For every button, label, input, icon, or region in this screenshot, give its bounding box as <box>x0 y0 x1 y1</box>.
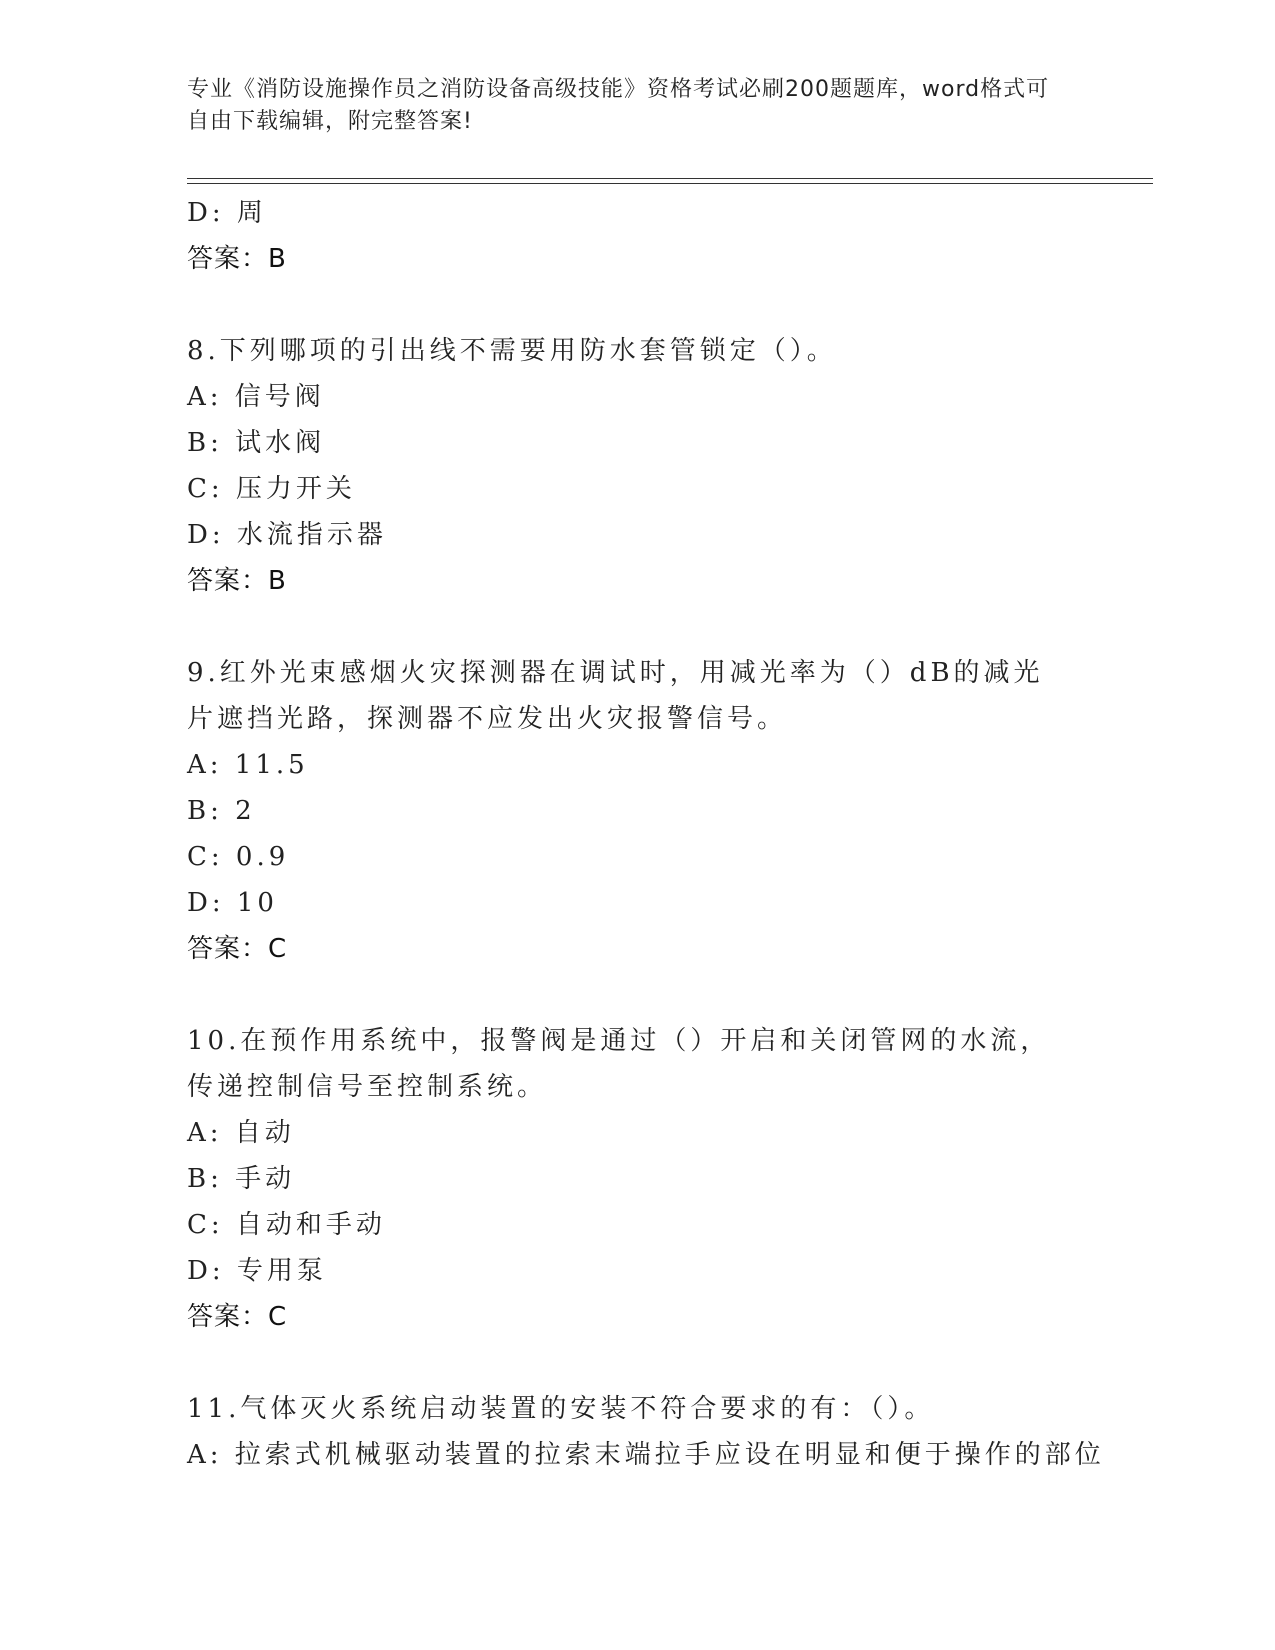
question-11 <box>187 1386 1105 1478</box>
answer: 答案：B <box>187 566 287 596</box>
spacer <box>187 282 1067 328</box>
question-9 <box>187 650 1067 972</box>
option-d: D: 专用泵 <box>187 1256 327 1286</box>
spacer <box>187 972 1067 1018</box>
header-rule <box>187 178 1153 184</box>
option-b: B: 2 <box>187 796 256 826</box>
option-a: A: 拉索式机械驱动装置的拉索末端拉手应设在明显和便于操作的部位 <box>187 1440 1105 1470</box>
prev-answer: 答案：B <box>187 244 287 274</box>
option-b: B: 试水阀 <box>187 428 326 458</box>
document-body <box>187 190 1105 1478</box>
prev-option-d: D: 周 <box>187 198 267 228</box>
page-header: 专业《消防设施操作员之消防设备高级技能》资格考试必刷200题题库，word格式可自由下载编辑，附完整答案! <box>187 77 1050 134</box>
question-stem: 10.在预作用系统中，报警阀是通过（）开启和关闭管网的水流，传递控制信号至控制系统。 <box>187 1026 1051 1102</box>
option-a: A: 自动 <box>187 1118 295 1148</box>
question-stem: 8.下列哪项的引出线不需要用防水套管锁定（）。 <box>187 336 837 366</box>
answer: 答案：C <box>187 1302 288 1332</box>
option-d: D: 10 <box>187 888 278 918</box>
option-a: A: 信号阀 <box>187 382 325 412</box>
option-c: C: 自动和手动 <box>187 1210 386 1240</box>
option-d: D: 水流指示器 <box>187 520 387 550</box>
question-8 <box>187 328 1067 604</box>
question-10 <box>187 1018 1067 1340</box>
option-c: C: 压力开关 <box>187 474 356 504</box>
question-stem: 9.红外光束感烟火灾探测器在调试时，用减光率为（）dB的减光片遮挡光路，探测器不应发出火灾报警信号。 <box>187 658 1044 734</box>
option-c: C: 0.9 <box>187 842 290 872</box>
question-stem: 11.气体灭火系统启动装置的安装不符合要求的有：（）。 <box>187 1394 935 1424</box>
option-b: B: 手动 <box>187 1164 296 1194</box>
option-a: A: 11.5 <box>187 750 309 780</box>
spacer <box>187 604 1067 650</box>
answer: 答案：C <box>187 934 288 964</box>
spacer <box>187 1340 1067 1386</box>
